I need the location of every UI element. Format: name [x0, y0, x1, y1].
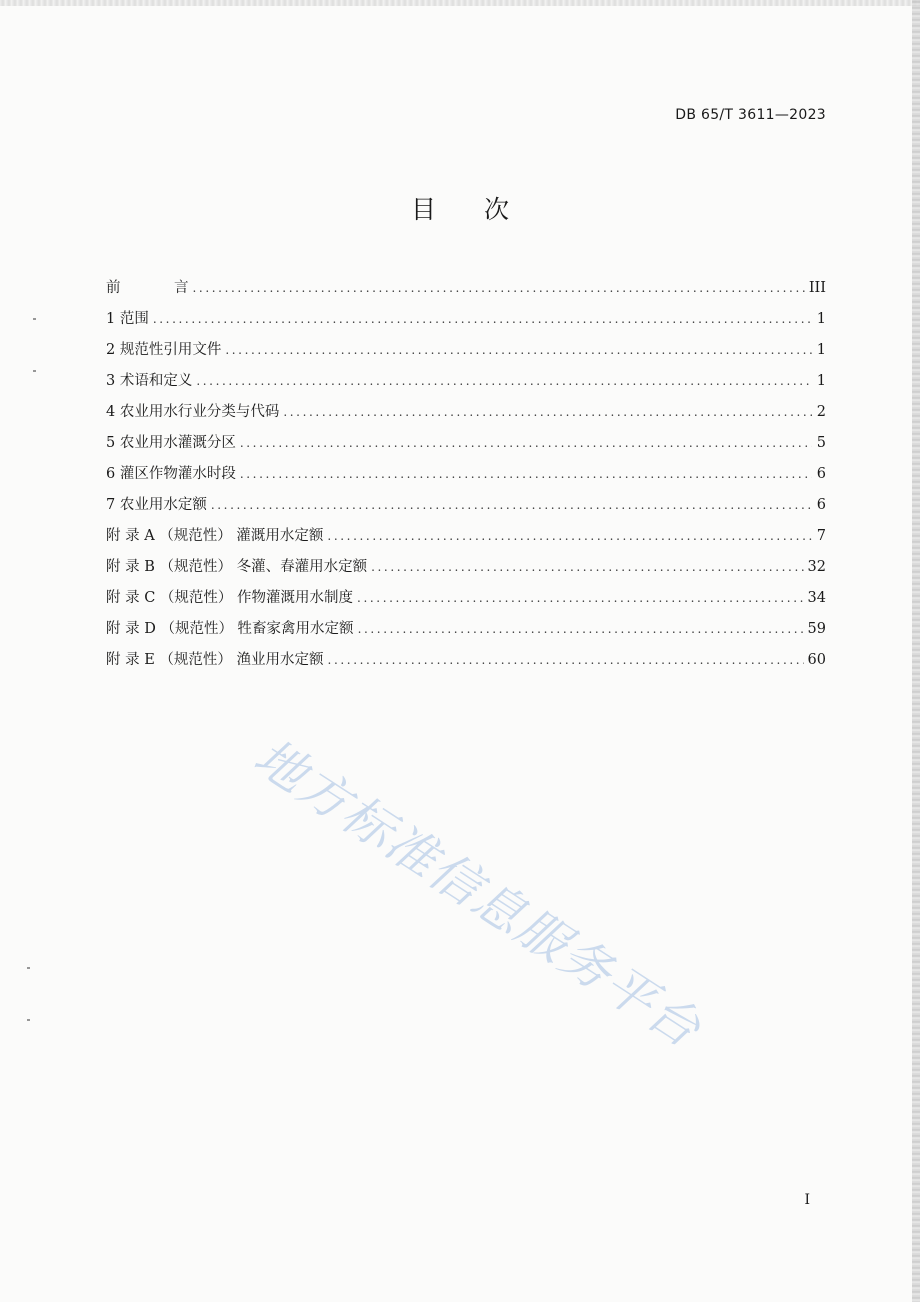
toc-entry-label-text: 3 术语和定义	[106, 373, 193, 389]
scan-speck	[27, 967, 30, 969]
toc-entry-label-text: 2 规范性引用文件	[106, 342, 222, 358]
toc-entry-label	[106, 400, 279, 421]
title-char-left: 目	[410, 195, 436, 224]
scan-edge-top	[0, 0, 920, 6]
toc-entry-label-text: 4 农业用水行业分类与代码	[106, 404, 280, 420]
toc-entry-label	[106, 276, 189, 297]
toc-entry[interactable]	[106, 276, 826, 307]
toc-entry[interactable]	[106, 493, 826, 524]
toc-entry-label	[106, 307, 149, 328]
toc-entry-label-text: 附 录 D （规范性） 牲畜家禽用水定额	[106, 621, 354, 637]
toc-entry-page: 32	[807, 559, 826, 575]
toc-entry-label	[106, 369, 192, 390]
scan-speck	[33, 318, 36, 320]
toc-entry-label	[106, 586, 353, 607]
toc-entry[interactable]	[106, 307, 826, 338]
toc-entry[interactable]	[106, 338, 826, 369]
toc-entry-label-text: 7 农业用水定额	[106, 497, 207, 513]
toc-dot-leader	[327, 529, 812, 543]
document-code: DB 65/T 3611—2023	[675, 107, 826, 123]
toc-entry-label	[106, 524, 323, 545]
toc-entry-label-text: 附 录 E （规范性） 渔业用水定额	[106, 652, 324, 668]
page-title	[0, 190, 920, 226]
toc-entry-label-text: 1 范围	[106, 311, 149, 327]
toc-entry-label	[106, 462, 236, 483]
toc-entry[interactable]	[106, 462, 826, 493]
toc-entry-page: 59	[807, 621, 826, 637]
toc-entry-label	[106, 493, 207, 514]
toc-entry[interactable]	[106, 586, 826, 617]
scan-speck	[33, 370, 36, 372]
toc-entry[interactable]	[106, 524, 826, 555]
toc-entry-label	[106, 617, 354, 638]
toc-entry[interactable]	[106, 648, 826, 679]
toc-entry[interactable]	[106, 369, 826, 400]
toc-entry[interactable]	[106, 555, 826, 586]
toc-entry-label	[106, 338, 221, 359]
toc-entry-label	[106, 648, 324, 669]
page-number: I	[804, 1192, 810, 1208]
toc-dot-leader	[211, 498, 812, 512]
watermark: 地方标准信息服务平台	[243, 727, 712, 1060]
toc-entry-label-text: 附 录 A （规范性） 灌溉用水定额	[106, 528, 324, 544]
toc-dot-leader	[240, 436, 812, 450]
toc-entry-label-prefix: 前	[106, 280, 121, 296]
toc-entry-label-text: 附 录 B （规范性） 冬灌、春灌用水定额	[106, 559, 368, 575]
toc-entry-page: 2	[816, 404, 826, 420]
toc-dot-leader	[193, 281, 805, 295]
toc-entry-page: 6	[816, 466, 826, 482]
toc-entry-page: 5	[816, 435, 826, 451]
toc-dot-leader	[240, 467, 812, 481]
toc-entry-page: 60	[807, 652, 826, 668]
toc-entry-page: 6	[816, 497, 826, 513]
toc-entry-label-text: 6 灌区作物灌水时段	[106, 466, 236, 482]
toc-dot-leader	[283, 405, 812, 419]
scan-speck	[27, 1019, 30, 1021]
toc-dot-leader	[358, 622, 804, 636]
toc-dot-leader	[328, 653, 804, 667]
toc-entry-label	[106, 555, 367, 576]
toc-entry-page: III	[808, 280, 826, 296]
toc-dot-leader	[153, 312, 812, 326]
toc-dot-leader	[225, 343, 812, 357]
toc-entry[interactable]	[106, 431, 826, 462]
toc-entry[interactable]	[106, 400, 826, 431]
toc-entry-label-text: 附 录 C （规范性） 作物灌溉用水制度	[106, 590, 354, 606]
toc-dot-leader	[371, 560, 803, 574]
toc-entry-page: 1	[816, 311, 826, 327]
table-of-contents	[106, 276, 826, 679]
toc-entry[interactable]	[106, 617, 826, 648]
toc-entry-page: 7	[816, 528, 826, 544]
toc-entry-label-text: 5 农业用水灌溉分区	[106, 435, 236, 451]
toc-entry-page: 34	[807, 590, 826, 606]
toc-entry-label-text: 言	[174, 280, 189, 296]
toc-entry-page: 1	[816, 373, 826, 389]
toc-entry-page: 1	[816, 342, 826, 358]
toc-dot-leader	[196, 374, 812, 388]
title-char-right: 次	[484, 195, 510, 224]
toc-dot-leader	[357, 591, 804, 605]
toc-entry-label	[106, 431, 236, 452]
